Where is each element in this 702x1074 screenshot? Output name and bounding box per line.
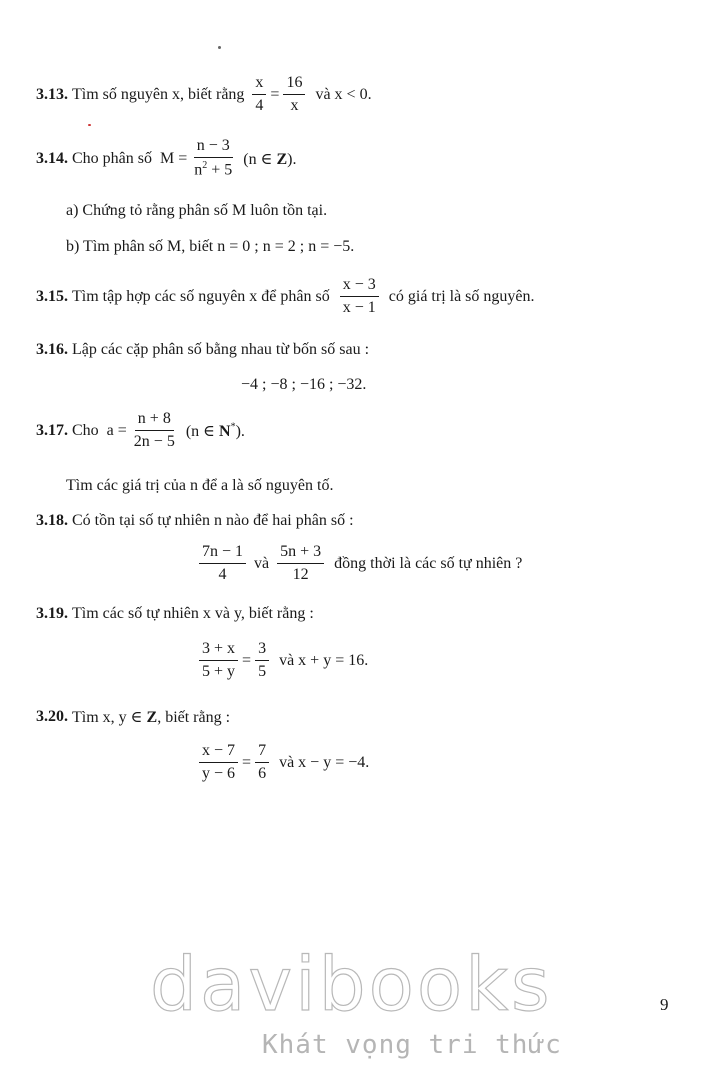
problem-tail: và x < 0. [315, 85, 372, 103]
problem-text: Tìm x, y ∈ Z, biết rằng : [72, 709, 231, 726]
problem-number: 3.15. [36, 287, 68, 305]
problem-3-14-a [66, 202, 327, 220]
fraction [283, 74, 305, 116]
conjunction: và [254, 554, 270, 572]
problem-text: Tìm số nguyên x, biết rằng [72, 85, 245, 103]
condition: (n ∈ Z). [243, 150, 297, 168]
problem-tail: và x + y = 16. [279, 651, 369, 669]
watermark-tagline: Khát vọng tri thức [262, 1030, 562, 1060]
problem-3-18 [36, 512, 354, 530]
equals-sign: = [270, 85, 280, 103]
problem-3-17-line2 [66, 477, 333, 495]
condition: (n ∈ N*). [185, 421, 245, 440]
sub-question-a: a) Chứng tỏ rằng phân số M luôn tồn tại. [66, 202, 328, 219]
fraction [255, 640, 269, 682]
fraction [199, 640, 238, 682]
numerator: 3 + x [199, 640, 238, 661]
numerator: 3 [255, 640, 269, 661]
fraction [255, 742, 269, 784]
problem-3-19-equation [195, 640, 368, 682]
problem-text: Có tồn tại số tự nhiên n nào để hai phân số : [72, 512, 354, 529]
numerator: 5n + 3 [277, 543, 324, 564]
fraction [199, 742, 238, 784]
problem-number: 3.17. [36, 421, 68, 439]
denominator: y − 6 [202, 765, 236, 783]
problem-tail: có giá trị là số nguyên. [388, 287, 535, 305]
problem-3-15 [36, 276, 535, 318]
problem-number: 3.20. [36, 708, 68, 725]
denominator: 4 [218, 566, 227, 584]
problem-text: Cho phân số M = [72, 149, 188, 167]
denominator: 5 + y [202, 663, 236, 681]
page-number: 9 [660, 995, 669, 1014]
problem-number: 3.19. [36, 605, 68, 622]
problem-3-14-b [66, 238, 354, 256]
problem-text: Tìm các giá trị của n để a là số nguyên tố. [66, 477, 334, 494]
sub-question-b: b) Tìm phân số M, biết n = 0 ; n = 2 ; n = −5. [66, 238, 355, 255]
problem-3-16 [36, 341, 369, 359]
fraction [131, 410, 178, 452]
denominator: x − 1 [342, 299, 376, 317]
problem-number: 3.16. [36, 341, 68, 358]
problem-number: 3.13. [36, 85, 68, 103]
denominator: 2n − 5 [133, 433, 175, 451]
denominator: 12 [292, 566, 309, 584]
fraction [252, 74, 266, 116]
problem-3-16-numbers [241, 376, 366, 394]
numerator: 16 [283, 74, 305, 95]
fraction [199, 543, 246, 585]
problem-3-20 [36, 707, 230, 727]
denominator: $n^2 + 5$ [194, 160, 233, 179]
problem-number: 3.14. [36, 149, 68, 167]
numerator: n − 3 [194, 137, 233, 158]
denominator: x [290, 97, 299, 115]
problem-3-13 [36, 74, 372, 116]
denominator: 5 [258, 663, 267, 681]
scan-speck [88, 124, 91, 126]
numerator: n + 8 [135, 410, 174, 431]
numerator: 7 [255, 742, 269, 763]
problem-3-19 [36, 605, 314, 623]
numerator: x − 3 [340, 276, 379, 297]
problem-text: Cho a = [72, 421, 127, 439]
equals-sign: = [242, 753, 252, 771]
problem-text: Tìm tập hợp các số nguyên x để phân số [72, 287, 330, 305]
denominator: 4 [255, 97, 264, 115]
number-list: −4 ; −8 ; −16 ; −32. [241, 376, 367, 393]
scan-speck [218, 46, 221, 49]
numerator: x − 7 [199, 742, 238, 763]
fraction [340, 276, 379, 318]
numerator: 7n − 1 [199, 543, 246, 564]
problem-3-18-fractions [195, 543, 522, 585]
problem-3-20-equation [195, 742, 369, 784]
problem-text: Tìm các số tự nhiên x và y, biết rằng : [72, 605, 314, 622]
denominator: 6 [258, 765, 267, 783]
watermark-brand: davibooks [150, 942, 553, 1028]
equals-sign: = [242, 651, 252, 669]
problem-number: 3.18. [36, 512, 68, 529]
fraction [191, 137, 235, 180]
numerator: x [252, 74, 266, 95]
problem-tail: và x − y = −4. [279, 753, 370, 771]
fraction [277, 543, 324, 585]
problem-tail: đồng thời là các số tự nhiên ? [334, 554, 523, 572]
problem-3-17 [36, 410, 245, 452]
problem-3-14 [36, 137, 296, 180]
problem-text: Lập các cặp phân số bằng nhau từ bốn số sau : [72, 341, 370, 358]
